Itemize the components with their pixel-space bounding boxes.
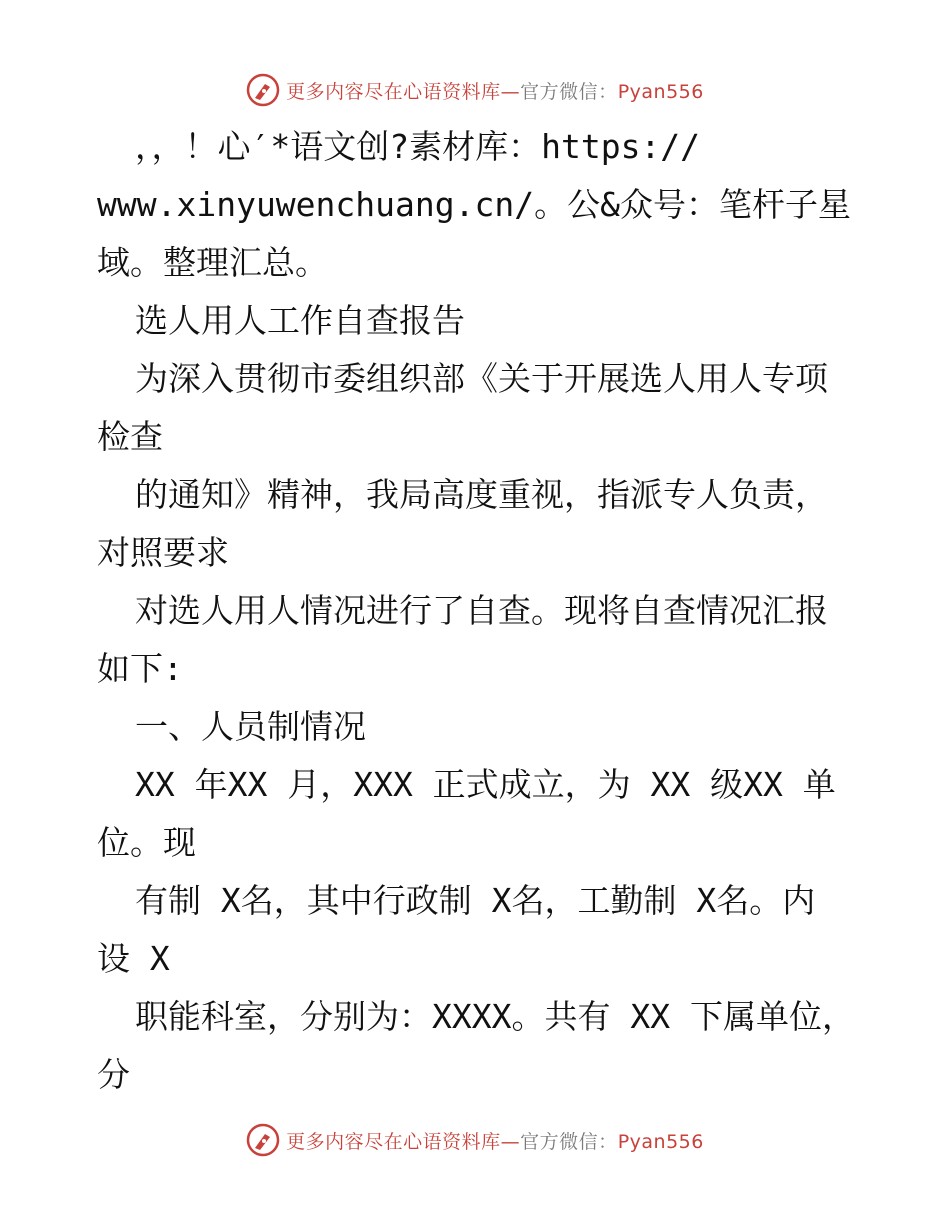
text-line: 检查 [97,417,163,456]
banner-text [286,77,704,104]
footer-banner [0,1120,950,1160]
banner-wechat-id: Pyan556 [617,80,704,103]
banner-text [286,1127,704,1154]
text-line: 如下: [97,649,183,688]
banner-dash: — [500,1130,521,1153]
document-title: 选人用人工作自查报告 [135,301,465,340]
text-line: 有制 X名，其中行政制 X名，工勤制 X名。内 [135,881,816,920]
text-line: 的通知》精神，我局高度重视，指派专人负责， [135,475,828,514]
text-line: 位。现 [97,823,196,862]
banner-dash: — [500,80,521,103]
text-line: 对照要求 [97,533,229,572]
text-line: 职能科室，分别为：XXXX。共有 XX 下属单位， [135,997,855,1036]
text-line: ，，！心′*语文创?素材库：https:// [135,127,701,166]
section-heading: 一、人员制情况 [135,707,366,746]
text-line: 分 [97,1055,130,1094]
banner-main: 更多内容尽在心语资料库 [286,80,501,103]
text-line: 对选人用人情况进行了自查。现将自查情况汇报 [135,591,828,630]
text-line: 为深入贯彻市委组织部《关于开展选人用人专项 [135,359,828,398]
text-line: www.xinyuwenchuang.cn/。公&众号：笔杆子星 [97,185,851,224]
pen-nib-logo-icon [246,1123,280,1157]
banner-wechat-id: Pyan556 [617,1130,704,1153]
banner-main: 更多内容尽在心语资料库 [286,1130,501,1153]
text-line: 域。整理汇总。 [97,243,328,282]
text-line: XX 年XX 月，XXX 正式成立，为 XX 级XX 单 [135,765,836,804]
banner-wechat-label: 官方微信： [520,80,618,103]
document-body [97,118,877,1104]
pen-nib-logo-icon [246,73,280,107]
banner-wechat-label: 官方微信： [520,1130,618,1153]
header-banner [0,70,950,110]
text-line: 设 X [97,939,170,978]
